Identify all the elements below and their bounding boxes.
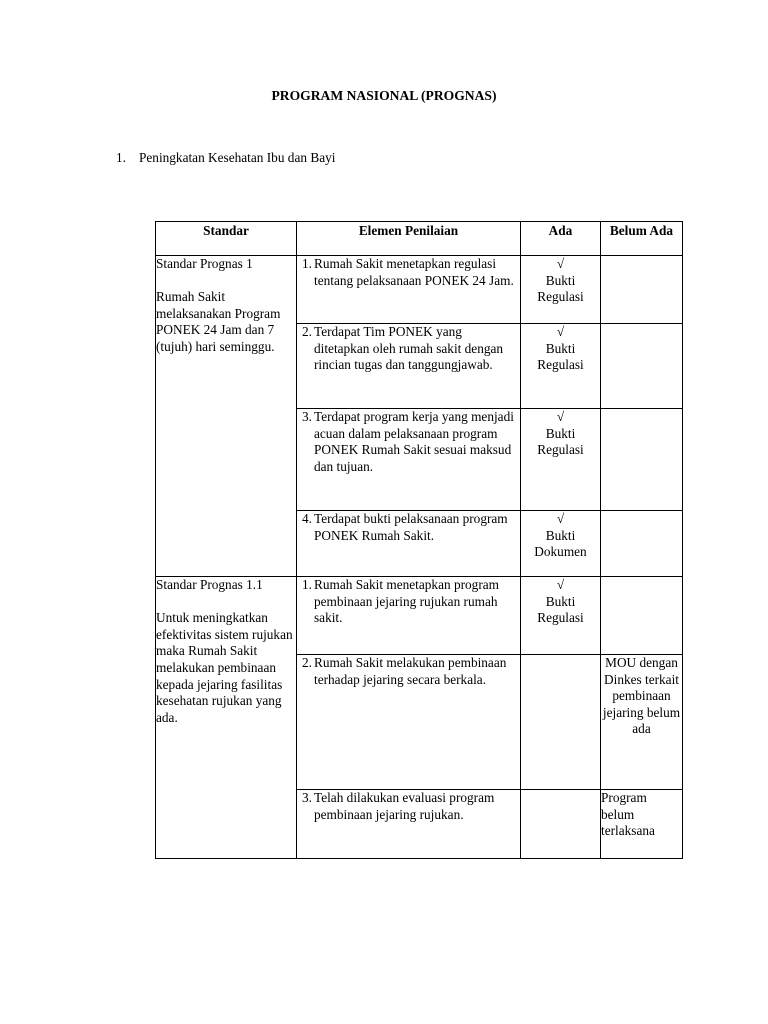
header-belum-ada: Belum Ada xyxy=(601,222,683,256)
elemen-number: 1. xyxy=(302,577,312,592)
ada-cell xyxy=(521,409,601,511)
standar-description: Rumah Sakit melaksanakan Program PONEK 24 Jam dan 7 (tujuh) hari seminggu. xyxy=(156,289,281,354)
header-standar: Standar xyxy=(156,222,297,256)
elemen-cell xyxy=(297,577,521,655)
elemen-cell xyxy=(297,511,521,577)
ada-evidence: Bukti Regulasi xyxy=(537,272,584,305)
elemen-cell xyxy=(297,409,521,511)
standar-title: Standar Prognas 1 xyxy=(156,256,253,271)
elemen-text: Rumah Sakit menetapkan program pembinaan jejaring rujukan rumah sakit. xyxy=(314,577,500,626)
section-title: Peningkatan Kesehatan Ibu dan Bayi xyxy=(139,150,336,165)
ada-cell xyxy=(521,655,601,790)
elemen-cell xyxy=(297,790,521,859)
belum-ada-cell: Program belum terlaksana xyxy=(601,790,683,859)
check-mark: √ xyxy=(556,577,565,592)
elemen-text: Rumah Sakit menetapkan regulasi tentang pelaksanaan PONEK 24 Jam. xyxy=(314,256,514,288)
elemen-text: Telah dilakukan evaluasi program pembinaan jejaring rujukan. xyxy=(314,790,495,822)
belum-ada-cell xyxy=(601,324,683,409)
ada-evidence: Bukti Regulasi xyxy=(537,593,584,626)
check-mark: √ xyxy=(556,256,565,271)
section-heading xyxy=(116,150,335,167)
standar-title: Standar Prognas 1.1 xyxy=(156,577,263,592)
ada-cell xyxy=(521,256,601,324)
ada-cell xyxy=(521,324,601,409)
elemen-text: Rumah Sakit melakukan pembinaan terhadap jejaring secara berkala. xyxy=(314,655,507,687)
belum-ada-cell xyxy=(601,511,683,577)
elemen-cell xyxy=(297,324,521,409)
belum-ada-cell: MOU dengan Dinkes terkait pembinaan jejaring belum ada xyxy=(601,655,683,790)
elemen-cell xyxy=(297,256,521,324)
elemen-text: Terdapat program kerja yang menjadi acuan dalam pelaksanaan program PONEK Rumah Sakit sesuai maksud dan tujuan. xyxy=(314,409,514,474)
check-mark: √ xyxy=(556,324,565,339)
elemen-cell xyxy=(297,655,521,790)
elemen-text: Terdapat Tim PONEK yang ditetapkan oleh rumah sakit dengan rincian tugas dan tanggungjawab. xyxy=(314,324,504,373)
prognas-table xyxy=(155,221,683,859)
elemen-text: Terdapat bukti pelaksanaan program PONEK Rumah Sakit. xyxy=(314,511,508,543)
table-row xyxy=(156,577,683,655)
ada-cell xyxy=(521,511,601,577)
standar-cell xyxy=(156,256,297,577)
belum-ada-cell xyxy=(601,577,683,655)
ada-cell xyxy=(521,790,601,859)
ada-cell xyxy=(521,577,601,655)
belum-ada-cell xyxy=(601,256,683,324)
table-row xyxy=(156,256,683,324)
elemen-number: 4. xyxy=(302,511,312,526)
ada-evidence: Bukti Dokumen xyxy=(534,527,587,560)
check-mark: √ xyxy=(556,511,565,526)
section-number: 1. xyxy=(116,150,126,165)
belum-ada-cell xyxy=(601,409,683,511)
standar-description: Untuk meningkatkan efektivitas sistem rujukan maka Rumah Sakit melakukan pembinaan kepada jejaring fasilitas kesehatan rujukan yang ada. xyxy=(156,610,293,725)
elemen-number: 2. xyxy=(302,324,312,339)
elemen-number: 3. xyxy=(302,790,312,805)
document-title: PROGRAM NASIONAL (PROGNAS) xyxy=(271,88,497,103)
check-mark: √ xyxy=(556,409,565,424)
standar-cell xyxy=(156,577,297,859)
header-elemen-penilaian: Elemen Penilaian xyxy=(297,222,521,256)
ada-evidence: Bukti Regulasi xyxy=(537,425,584,458)
table-header-row xyxy=(156,222,683,256)
elemen-number: 1. xyxy=(302,256,312,271)
header-ada: Ada xyxy=(521,222,601,256)
elemen-number: 2. xyxy=(302,655,312,670)
elemen-number: 3. xyxy=(302,409,312,424)
ada-evidence: Bukti Regulasi xyxy=(537,340,584,373)
